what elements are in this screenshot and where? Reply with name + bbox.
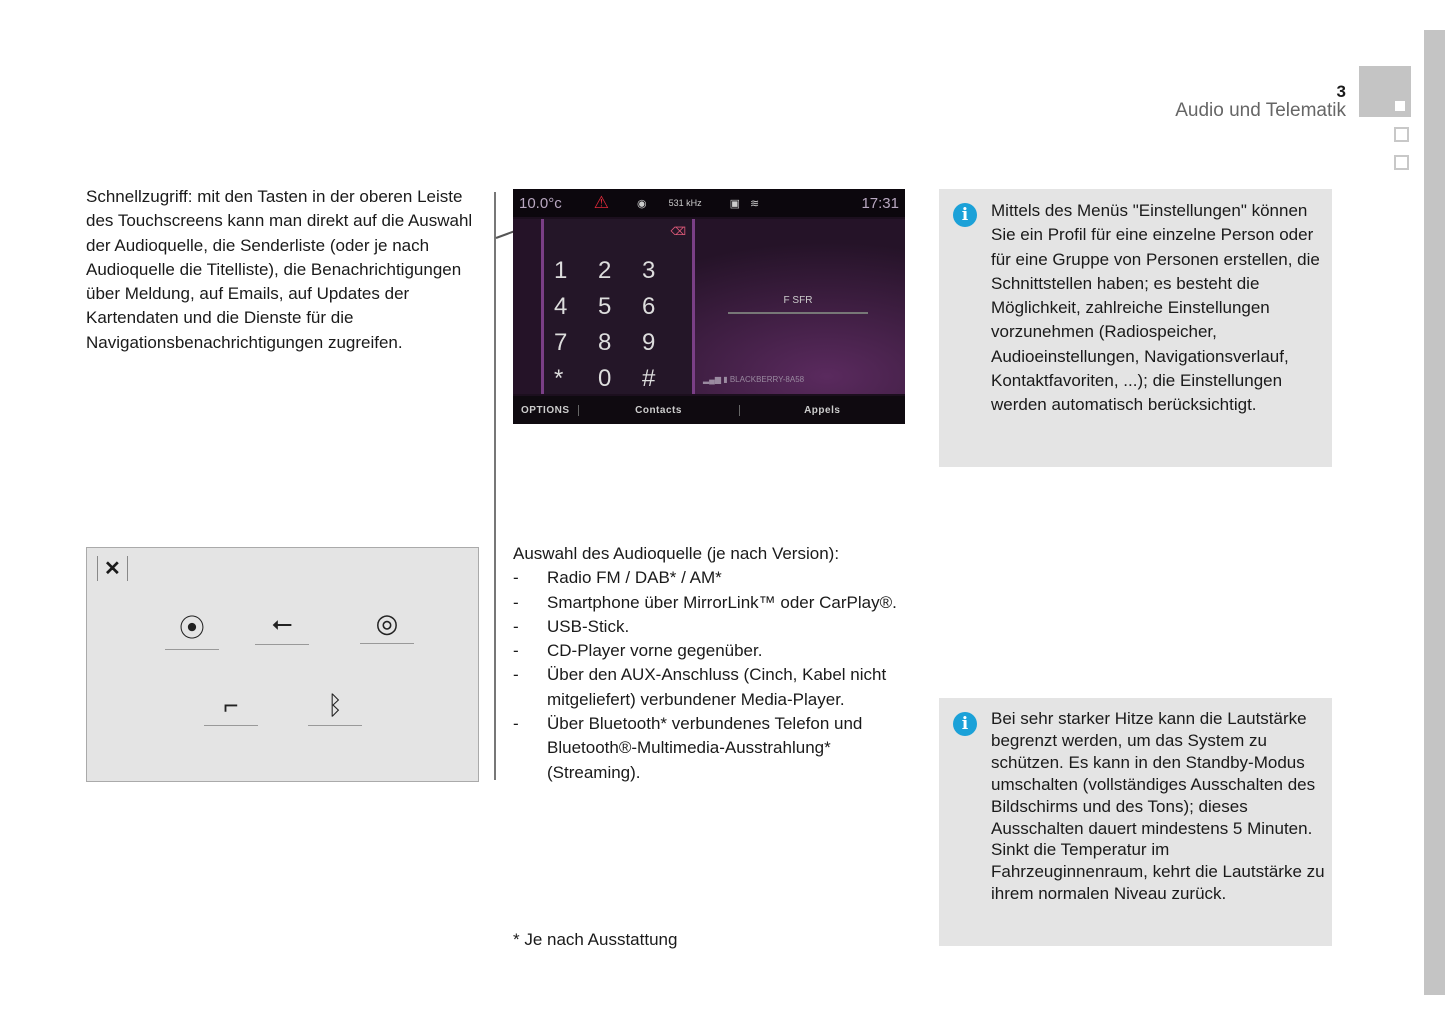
radio-icon: ◉	[636, 197, 647, 210]
chapter-tab	[1394, 155, 1409, 170]
info-icon: i	[953, 712, 977, 736]
wifi-icon: ≋	[750, 197, 760, 210]
section-title: Audio und Telematik	[1175, 100, 1346, 121]
list-item: - USB-Stick.	[513, 615, 903, 639]
key: 6	[642, 293, 656, 320]
key: 4	[554, 293, 568, 320]
device-label: BLACKBERRY-8A58	[729, 375, 805, 384]
key: *	[554, 365, 564, 392]
operator: F SFR	[728, 295, 868, 314]
list-item: - Über Bluetooth* verbundenes Telefon und Bluetooth®-Multimedia-Ausstrahlung* (Streaming).	[513, 712, 903, 785]
list-item: - Radio FM / DAB* / AM*	[513, 566, 903, 590]
key: 2	[598, 257, 612, 284]
divider	[494, 192, 496, 780]
contacts-label: Contacts	[579, 405, 740, 416]
quick-access-text: Schnellzugriff: mit den Tasten in der oberen Leiste des Touchscreens kann man direkt auf die Auswahl der Audioquelle, die Senderliste (oder je nach Audioquelle die Titelliste), die Benachrichtigungen über Meldung, auf Emails, auf Updates der Kartendaten und die Dienste für die Navigationsbenachrichtigungen zugreifen.	[86, 187, 473, 352]
key: 9	[642, 329, 656, 356]
key: 8	[598, 329, 612, 356]
usb-icon[interactable]: ⭠	[255, 608, 309, 645]
audio-sources-title: Auswahl des Audioquelle (je nach Version):	[513, 544, 840, 563]
clock: 17:31	[861, 194, 899, 212]
key: 5	[598, 293, 612, 320]
aux-icon[interactable]: ⌐	[204, 690, 258, 726]
info-icon: i	[953, 203, 977, 227]
info-box-heat	[939, 698, 1332, 946]
info-text: Mittels des Menüs "Einstellungen" können Sie ein Profil für eine einzelne Person oder für eine Gruppe von Personen erstellen, die Schnittstellen haben; es besteht die Möglichkeit, zahlreiche Einstellungen vorzunehmen (Radiospeicher, Audioeinstellungen, Navigationsverlauf, Kontaktfavoriten, ...); die Einstellungen werden automatisch berücksichtigt.	[991, 201, 1320, 415]
warning-icon: ⚠	[593, 193, 609, 212]
close-icon[interactable]: ✕	[97, 556, 128, 581]
audio-sources	[513, 542, 903, 785]
keypad	[541, 219, 695, 394]
radio-icon[interactable]: ⦿	[165, 608, 219, 650]
footnote: * Je nach Ausstattung	[513, 930, 678, 949]
list-item: - CD-Player vorne gegenüber.	[513, 639, 903, 663]
options-label: OPTIONS	[513, 405, 579, 416]
list-item: - Smartphone über MirrorLink™ oder CarPlay®.	[513, 591, 903, 615]
key: 3	[642, 257, 656, 284]
chapter-tab-active	[1359, 66, 1411, 117]
calls-label: Appels	[804, 404, 841, 416]
messages-icon: ▣	[729, 197, 740, 210]
info-box-settings	[939, 189, 1332, 467]
temperature: 10.0°c	[519, 194, 562, 212]
device-name: ▂▄▆ ▮ BLACKBERRY-8A58	[703, 375, 805, 384]
bluetooth-icon[interactable]: ᛒ	[308, 690, 362, 726]
page-edge-bar	[1424, 30, 1445, 995]
key: 0	[598, 365, 612, 392]
frequency: 531 kHz	[668, 198, 702, 208]
key: #	[642, 365, 656, 392]
info-text: Bei sehr starker Hitze kann die Lautstärke begrenzt werden, um das System zu schützen. Es kann in den Standby-Modus umschalten (vollständiges Ausschalten des Bildschirms und des Tons); dieses Ausschalten dauert mindestens 5 Minuten. Sinkt die Temperatur im Fahrzeuginnenraum, kehrt die Lautstärke zu ihrem normalen Niveau zurück.	[991, 709, 1325, 904]
backspace-icon: ⌫	[670, 226, 686, 238]
page-number: 3	[1336, 82, 1346, 101]
cd-icon[interactable]: ◎	[360, 608, 414, 644]
chapter-tab	[1394, 127, 1409, 142]
key: 7	[554, 329, 568, 356]
touchscreen-image	[513, 189, 905, 424]
key: 1	[554, 257, 568, 284]
audio-source-panel	[86, 547, 479, 782]
list-item: - Über den AUX-Anschluss (Cinch, Kabel nicht mitgeliefert) verbundener Media-Player.	[513, 663, 903, 712]
